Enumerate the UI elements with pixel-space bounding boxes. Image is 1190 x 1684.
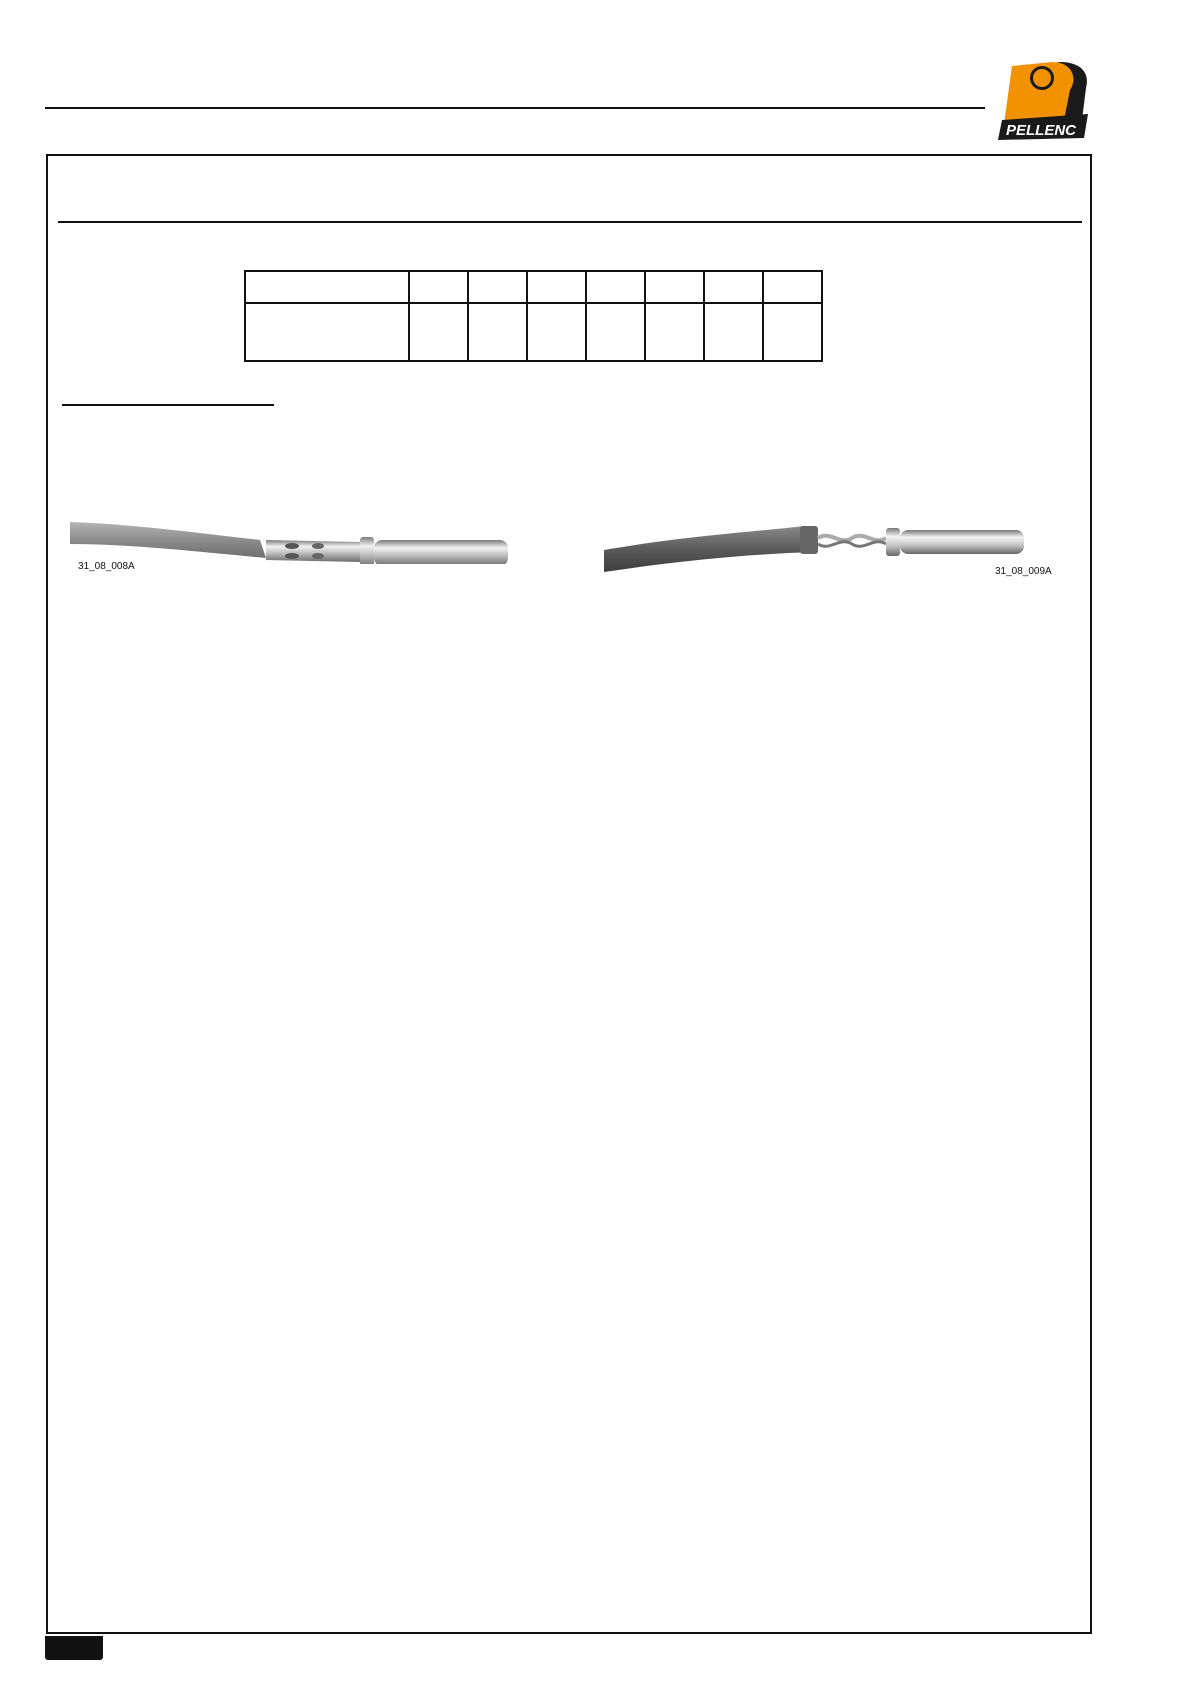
table-cell	[704, 271, 763, 303]
svg-text:PELLENC: PELLENC	[1006, 122, 1077, 139]
table-cell	[245, 303, 409, 361]
table-row	[245, 303, 822, 361]
table-cell	[245, 271, 409, 303]
table-row	[245, 271, 822, 303]
table-cell	[763, 271, 822, 303]
table-cell	[704, 303, 763, 361]
content-frame	[46, 154, 1092, 1634]
section-rule	[62, 404, 274, 406]
table-cell	[409, 271, 468, 303]
table-cell	[527, 303, 586, 361]
page-number-tab	[45, 1636, 103, 1660]
spec-table	[244, 270, 823, 362]
sensor-photo-2	[604, 510, 1064, 572]
figure-caption-2: 31_08_009A	[995, 566, 1052, 577]
table-cell	[763, 303, 822, 361]
pellenc-logo-icon	[998, 58, 1094, 142]
table-cell	[586, 271, 645, 303]
sensor-photo-1	[70, 504, 530, 564]
pellenc-logo	[998, 58, 1094, 142]
table-cell	[527, 271, 586, 303]
table-cell	[409, 303, 468, 361]
title-rule	[58, 221, 1082, 223]
table-cell	[468, 303, 527, 361]
figure-caption-1: 31_08_008A	[78, 561, 135, 572]
table-cell	[645, 303, 704, 361]
table-cell	[645, 271, 704, 303]
table-cell	[586, 303, 645, 361]
table-cell	[468, 271, 527, 303]
header-rule	[45, 107, 985, 109]
